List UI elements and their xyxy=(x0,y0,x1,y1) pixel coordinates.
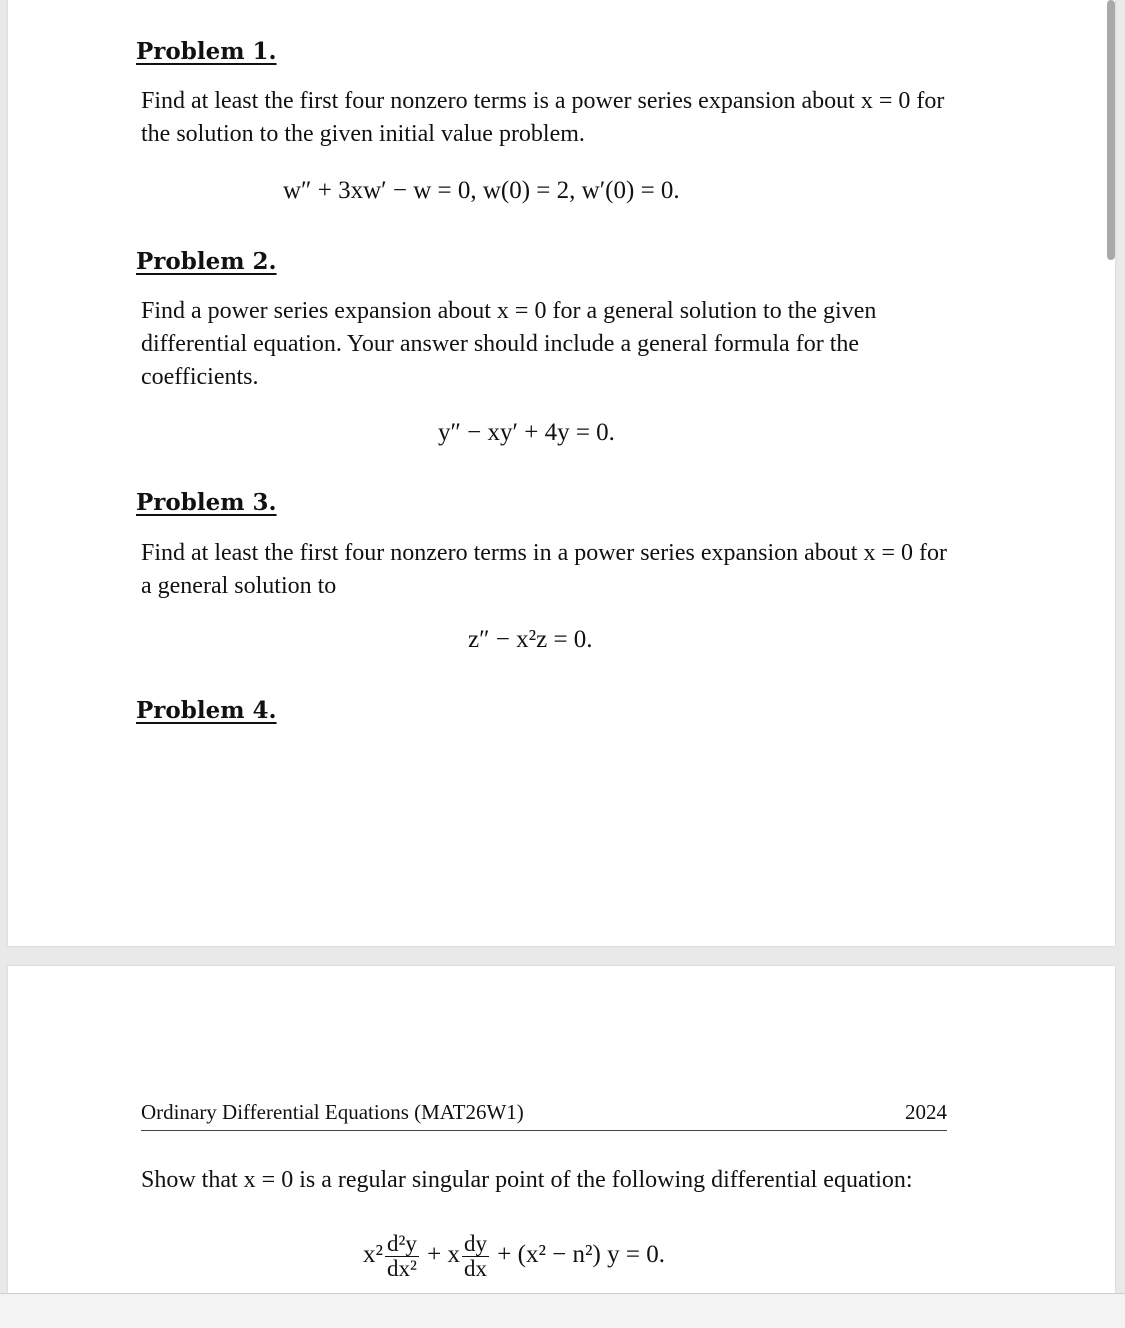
problem-3-equation: z″ − x²z = 0. xyxy=(468,626,593,653)
eq-term1-den: dx² xyxy=(387,1256,417,1281)
eq-fraction-d2y-dx2 xyxy=(385,1232,419,1281)
bottom-toolbar xyxy=(0,1293,1125,1328)
problem-3-text: Find at least the first four nonzero terms in a power series expansion about x = 0 for a general solution to xyxy=(141,540,947,599)
eq-term2-coef: x xyxy=(447,1241,461,1269)
eq-term2-num: dy xyxy=(464,1231,488,1256)
eq-plus: + xyxy=(427,1241,442,1269)
eq-rest: + (x² − n²) y = 0. xyxy=(497,1241,665,1269)
eq-term1-coef: x² xyxy=(363,1241,383,1269)
year-label: 2024 xyxy=(905,1100,947,1124)
problem-1-equation: w″ + 3xw′ − w = 0, w(0) = 2, w′(0) = 0. xyxy=(283,177,680,204)
problem-1-heading: Problem 1. xyxy=(136,38,277,65)
page-1 xyxy=(8,0,1115,946)
eq-term2-den: dx xyxy=(464,1256,488,1281)
page-footer xyxy=(141,1098,947,1131)
problem-2-equation: y″ − xy′ + 4y = 0. xyxy=(438,419,615,446)
page-2 xyxy=(8,966,1115,1293)
problem-1-text: Find at least the first four nonzero terms is a power series expansion about x = 0 for the solution to the given initial value problem. xyxy=(141,88,945,147)
problem-2-heading: Problem 2. xyxy=(136,248,277,275)
problem-4-equation xyxy=(363,1232,665,1281)
problem-4-text: Show that x = 0 is a regular singular point of the following differential equation: xyxy=(141,1167,913,1193)
problem-4-heading: Problem 4. xyxy=(136,697,277,724)
course-title: Ordinary Differential Equations (MAT26W1) xyxy=(141,1100,524,1124)
problem-2-text: Find a power series expansion about x = 0 for a general solution to the given differential equation. Your answer should include a general formula for the coefficients. xyxy=(141,298,877,390)
problem-3-heading: Problem 3. xyxy=(136,489,277,516)
scrollbar-thumb[interactable] xyxy=(1107,0,1115,260)
eq-fraction-dy-dx xyxy=(462,1232,489,1281)
eq-term1-num: d²y xyxy=(387,1231,417,1256)
